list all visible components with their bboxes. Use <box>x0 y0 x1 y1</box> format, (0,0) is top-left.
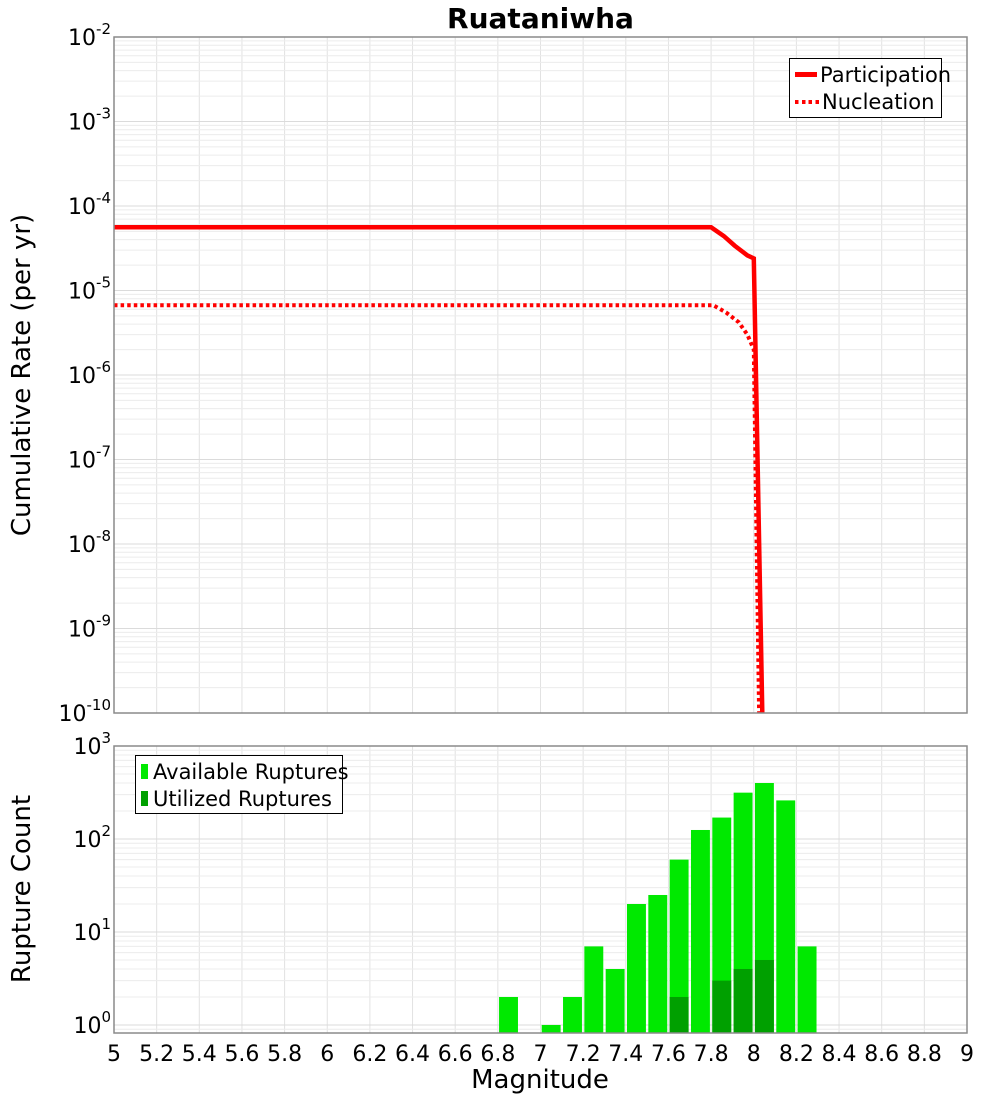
chart-title: Ruataniwha <box>447 2 634 35</box>
y-tick-label: $10^1$ <box>73 914 111 946</box>
y-tick-label: $10^{-10}$ <box>58 696 111 727</box>
x-tick-label: 6.4 <box>395 1042 431 1067</box>
x-tick-label: 5.2 <box>139 1042 175 1067</box>
x-tick-label: 7 <box>533 1042 548 1067</box>
x-tick-label: 8.2 <box>778 1042 814 1067</box>
y-tick-label: $10^{-7}$ <box>68 442 111 474</box>
available-bar <box>563 997 582 1033</box>
x-tick-label: 8.4 <box>821 1042 857 1067</box>
participation-line-swatch <box>795 72 817 77</box>
y-tick-label: $10^2$ <box>73 821 111 853</box>
available-bar <box>627 904 646 1033</box>
x-tick-label: 5 <box>107 1042 121 1067</box>
utilized-bar <box>712 981 731 1033</box>
legend-label-available: Available Ruptures <box>153 759 349 784</box>
y-tick-label: $10^3$ <box>73 729 111 760</box>
legend-item-available <box>141 758 349 785</box>
legend-item-participation <box>795 61 952 88</box>
x-tick-label: 8.6 <box>864 1042 900 1067</box>
y-tick-label: $10^0$ <box>73 1007 111 1039</box>
available-bar <box>584 946 603 1033</box>
legend-item-utilized <box>141 785 342 812</box>
x-tick-label: 6.2 <box>352 1042 388 1067</box>
utilized-bar <box>755 960 774 1033</box>
x-tick-label: 7.2 <box>565 1042 601 1067</box>
x-tick-label: 5.4 <box>181 1042 217 1067</box>
available-bar <box>691 830 710 1033</box>
x-tick-label: 5.8 <box>267 1042 303 1067</box>
legend-rupture-chart <box>135 755 349 814</box>
x-tick-label: 6.6 <box>437 1042 473 1067</box>
available-bar <box>648 895 667 1033</box>
utilized-ruptures-swatch <box>141 791 148 806</box>
legend-rate-chart <box>789 58 952 118</box>
x-tick-label: 8 <box>746 1042 761 1067</box>
nucleation-line-swatch <box>795 100 819 104</box>
legend-label-utilized: Utilized Ruptures <box>153 786 332 811</box>
y-tick-label: $10^{-4}$ <box>68 189 111 220</box>
y-axis-label-rate: Cumulative Rate (per yr) <box>7 213 37 537</box>
y-axis-label-count: Rupture Count <box>7 794 37 984</box>
legend-label-nucleation: Nucleation <box>822 89 935 114</box>
available-bar <box>798 946 817 1033</box>
x-tick-label: 7.8 <box>693 1042 729 1067</box>
available-bar <box>606 969 625 1033</box>
legend-label-participation: Participation <box>820 62 952 87</box>
y-tick-label: $10^{-8}$ <box>68 527 111 558</box>
x-tick-label: 8.8 <box>906 1042 942 1067</box>
legend-item-nucleation <box>795 88 941 115</box>
x-axis-label-magnitude: Magnitude <box>471 1065 609 1095</box>
available-bar <box>499 997 518 1033</box>
x-tick-label: 9 <box>960 1042 974 1067</box>
utilized-bar <box>734 969 753 1033</box>
available-bar <box>776 800 795 1033</box>
y-tick-label: $10^{-2}$ <box>68 20 111 51</box>
participation-line <box>114 227 762 713</box>
utilized-bar <box>670 997 689 1033</box>
x-tick-label: 6.8 <box>480 1042 516 1067</box>
nucleation-line <box>114 305 759 713</box>
x-tick-label: 7.4 <box>608 1042 644 1067</box>
y-tick-label: $10^{-3}$ <box>68 104 111 136</box>
y-tick-label: $10^{-6}$ <box>68 358 111 389</box>
y-tick-label: $10^{-5}$ <box>68 273 111 305</box>
x-tick-label: 5.6 <box>224 1042 260 1067</box>
available-ruptures-swatch <box>141 764 148 779</box>
x-tick-label: 6 <box>320 1042 335 1067</box>
y-tick-label: $10^{-9}$ <box>68 611 111 643</box>
x-tick-label: 7.6 <box>650 1042 686 1067</box>
available-bar <box>542 1025 561 1033</box>
